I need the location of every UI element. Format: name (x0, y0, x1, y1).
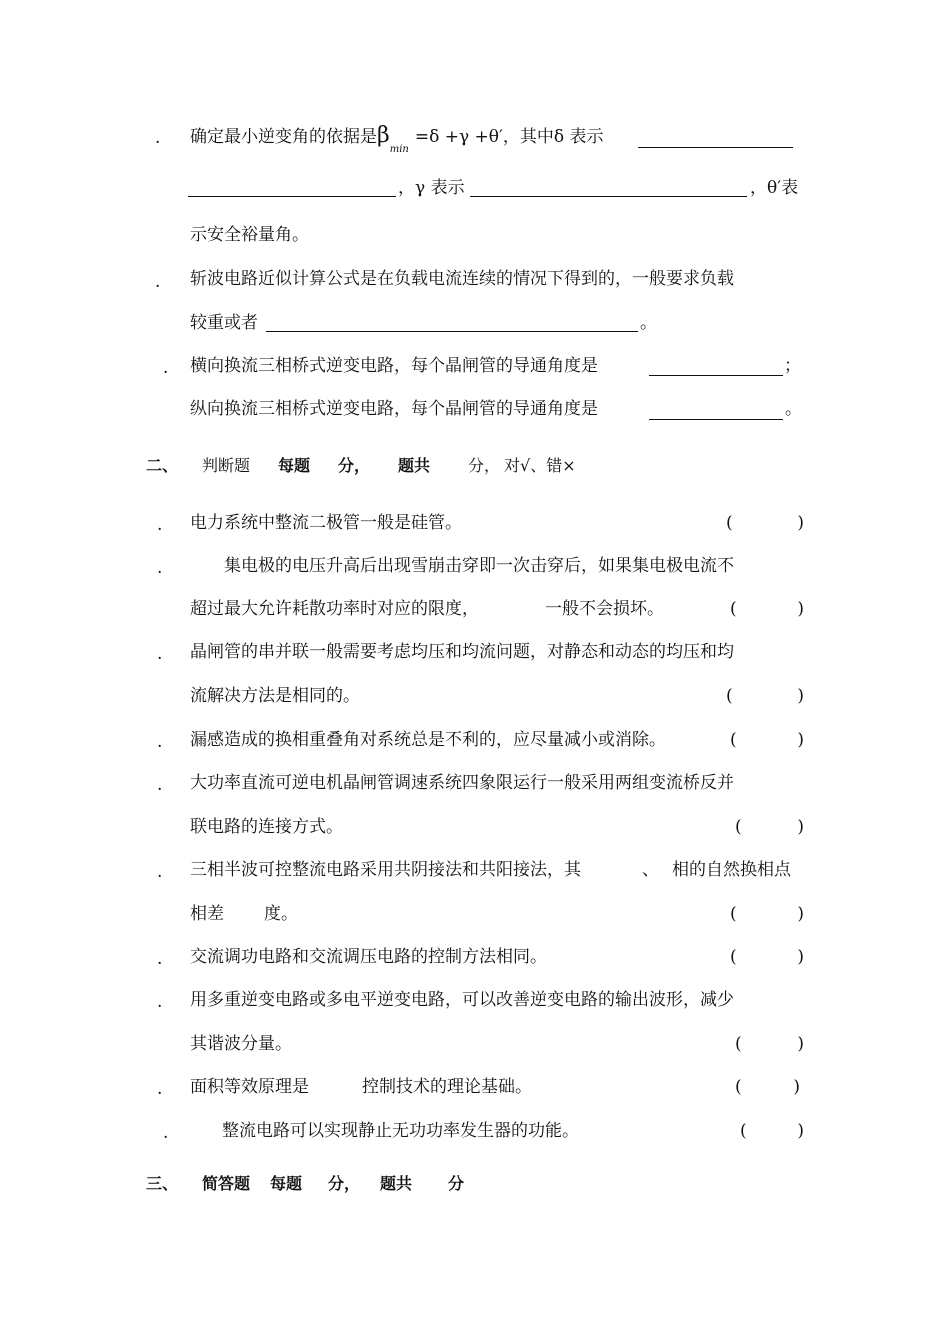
answer-parens[interactable] (726, 513, 804, 533)
answer-blank[interactable] (649, 375, 783, 376)
section-heading (146, 1174, 465, 1194)
question-text: 一般不会损坏。 (545, 599, 664, 619)
question-text: 集电极的电压升高后出现雪崩击穿即一次击穿后，如果集电极电流不 (224, 556, 734, 576)
question-text: ； (784, 356, 801, 376)
item-marker: . (157, 862, 163, 882)
question-text: 晶闸管的串并联一般需要考虑均压和均流问题，对静态和动态的均压和均 (190, 642, 734, 662)
total-unit: 分， (468, 456, 501, 475)
answer-parens[interactable] (730, 599, 804, 619)
question-text: ，γ 表示 (398, 178, 465, 198)
section-number: 三、 (146, 1174, 179, 1193)
question-text: 联电路的连接方式。 (190, 817, 343, 837)
answer-blank[interactable] (266, 331, 638, 332)
question-text: 控制技术的理论基础。 (362, 1077, 532, 1097)
answer-blank[interactable] (470, 196, 747, 197)
answer-blank[interactable] (638, 147, 793, 148)
question-text: 横向换流三相桥式逆变电路，每个晶闸管的导通角度是 (190, 356, 598, 376)
paren-left: ( (735, 817, 742, 837)
question-text: 。 (785, 399, 802, 419)
question-text: 漏感造成的换相重叠角对系统总是不利的，应尽量减小或消除。 (190, 730, 666, 750)
score-unit: 分， (338, 456, 371, 475)
item-marker: . (157, 992, 163, 1012)
total-unit: 分 (448, 1174, 465, 1193)
paren-right: ) (797, 1121, 804, 1141)
answer-parens[interactable] (735, 1034, 804, 1054)
score-unit: 分， (328, 1174, 361, 1193)
item-marker: . (157, 949, 163, 969)
item-marker: . (157, 515, 163, 535)
question-text: 其谐波分量。 (190, 1034, 292, 1054)
question-text: 面积等效原理是 (190, 1077, 309, 1097)
paren-right: ) (793, 1077, 800, 1097)
answer-parens[interactable] (735, 1077, 800, 1097)
beta-subscript: min (389, 144, 409, 155)
item-marker: . (163, 1123, 169, 1143)
answer-blank[interactable] (649, 419, 783, 420)
question-text: ，θ′表 (750, 178, 799, 198)
answer-parens[interactable] (730, 730, 804, 750)
paren-right: ) (797, 599, 804, 619)
section-number: 二、 (146, 456, 179, 475)
paren-left: ( (730, 904, 737, 924)
beta-symbol: β (377, 123, 390, 148)
paren-right: ) (797, 730, 804, 750)
question-text: 整流电路可以实现静止无功功率发生器的功能。 (222, 1121, 579, 1141)
answer-parens[interactable] (730, 904, 804, 924)
question-text: 大功率直流可逆电机晶闸管调速系统四象限运行一般采用两组变流桥反并 (190, 773, 734, 793)
item-marker: . (157, 644, 163, 664)
paren-right: ) (797, 686, 804, 706)
question-text: 较重或者 (190, 313, 258, 333)
answer-parens[interactable] (730, 947, 804, 967)
paren-left: ( (730, 599, 737, 619)
item-marker: . (157, 732, 163, 752)
item-marker: . (155, 272, 161, 292)
score-label: 每题 (270, 1174, 303, 1193)
item-marker: . (155, 128, 161, 148)
answer-parens[interactable] (726, 686, 804, 706)
paren-right: ) (797, 817, 804, 837)
section-heading (146, 456, 576, 476)
paren-left: ( (730, 730, 737, 750)
question-text (190, 123, 604, 155)
paren-left: ( (735, 1034, 742, 1054)
item-marker: . (157, 1079, 163, 1099)
count-label: 题共 (380, 1174, 413, 1193)
score-label: 每题 (278, 456, 311, 475)
formula-text: =δ +γ +θ′，其中δ 表示 (414, 127, 604, 147)
paren-left: ( (735, 1077, 742, 1097)
count-label: 题共 (398, 456, 431, 475)
item-marker: . (163, 358, 169, 378)
paren-right: ) (797, 513, 804, 533)
answer-parens[interactable] (735, 817, 804, 837)
question-text: 三相半波可控整流电路采用共阴接法和共阳接法，其 (190, 860, 581, 880)
paren-right: ) (797, 947, 804, 967)
section-title: 判断题 (202, 456, 251, 475)
section-title: 简答题 (202, 1174, 251, 1193)
question-text: 相的自然换相点 (672, 860, 791, 880)
question-text: 交流调功电路和交流调压电路的控制方法相同。 (190, 947, 547, 967)
question-text: 用多重逆变电路或多电平逆变电路，可以改善逆变电路的输出波形，减少 (190, 990, 734, 1010)
paren-left: ( (726, 686, 733, 706)
item-marker: . (157, 558, 163, 578)
answer-blank[interactable] (188, 196, 396, 197)
item-marker: . (157, 775, 163, 795)
paren-right: ) (797, 1034, 804, 1054)
question-text: 相差 (190, 904, 224, 924)
paren-left: ( (730, 947, 737, 967)
answer-parens[interactable] (740, 1121, 804, 1141)
question-text: 斩波电路近似计算公式是在负载电流连续的情况下得到的，一般要求负载 (190, 269, 734, 289)
question-text: 超过最大允许耗散功率时对应的限度， (190, 599, 479, 619)
paren-left: ( (726, 513, 733, 533)
question-text: 电力系统中整流二极管一般是硅管。 (190, 513, 462, 533)
grading-rule: 对√、错× (504, 456, 576, 475)
question-text: 、 (642, 860, 659, 880)
question-text: 流解决方法是相同的。 (190, 686, 360, 706)
paren-right: ) (797, 904, 804, 924)
question-text: 示安全裕量角。 (190, 225, 309, 245)
question-text: 度。 (264, 904, 298, 924)
paren-left: ( (740, 1121, 747, 1141)
question-text: 纵向换流三相桥式逆变电路，每个晶闸管的导通角度是 (190, 399, 598, 419)
question-text-part: 确定最小逆变角的依据是 (190, 127, 377, 147)
question-text: 。 (640, 313, 657, 333)
